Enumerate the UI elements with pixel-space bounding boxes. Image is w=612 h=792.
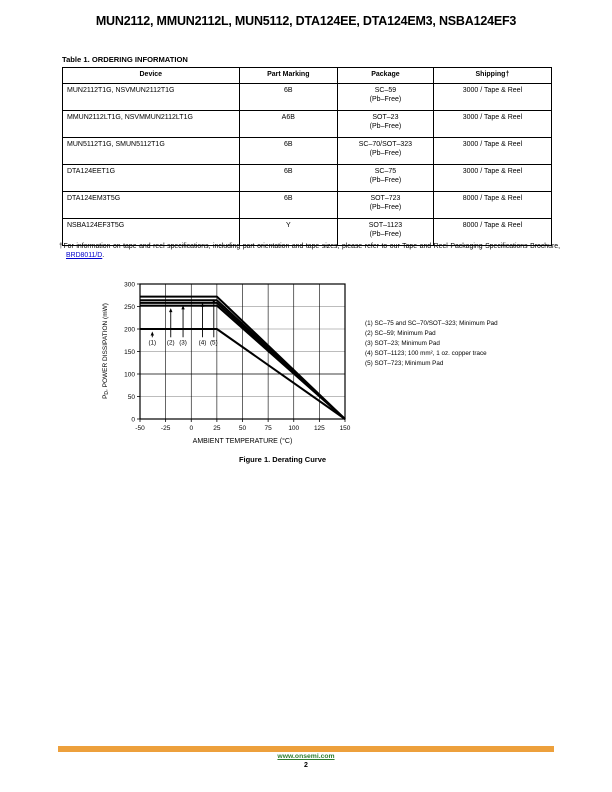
part-marking-cell: 6B: [239, 192, 337, 219]
package-cell: [338, 192, 434, 219]
package-name: SC–75: [374, 168, 397, 175]
svg-text:50: 50: [238, 425, 247, 432]
package-pbfree: (Pb–Free): [369, 230, 402, 238]
package-cell: [338, 111, 434, 138]
svg-text:25: 25: [213, 425, 221, 432]
onsemi-link[interactable]: www.onsemi.com: [277, 753, 335, 760]
table-row: [63, 138, 552, 165]
part-marking-cell: 6B: [239, 165, 337, 192]
y-axis-label: $P_D$, POWER DISSIPATION (mW): [102, 303, 111, 399]
svg-text:75: 75: [264, 425, 272, 432]
brd8011-link[interactable]: BRD8011/D: [66, 251, 103, 259]
page-title: MUN2112, MMUN2112L, MUN5112, DTA124EE, DTA124EM3, NSBA124EF3: [95, 14, 517, 28]
table-header-row: [63, 68, 552, 84]
footnote-text: †For information on tape and reel specifications, including part orientation and tape sizes, please refer to our Tape and Reel Packaging Specifications Brochure,: [59, 243, 560, 250]
package-pbfree: (Pb–Free): [369, 149, 402, 157]
figure-caption: Figure 1. Derating Curve: [238, 455, 327, 464]
package-pbfree: (Pb–Free): [369, 95, 402, 103]
tape-reel-footnote: [59, 243, 560, 260]
svg-text:100: 100: [124, 371, 135, 379]
svg-text:100: 100: [288, 425, 300, 432]
page-number: 2: [304, 762, 308, 769]
svg-text:(5): (5): [209, 339, 218, 347]
legend-item: (1) SC–75 and SC–70/SOT–323; Minimum Pad: [365, 320, 498, 327]
ordering-information-table: [62, 67, 552, 246]
svg-text:125: 125: [313, 425, 325, 432]
shipping-cell: 3000 / Tape & Reel: [433, 111, 551, 138]
device-cell: DTA124EET1G: [63, 165, 240, 192]
package-name: SC–59: [374, 87, 397, 94]
package-cell: [338, 84, 434, 111]
svg-text:(4): (4): [198, 339, 207, 347]
package-cell: [338, 219, 434, 246]
footnote-period: .: [102, 251, 105, 259]
svg-text:300: 300: [124, 281, 135, 289]
package-name: SC–70/SOT–323: [358, 141, 413, 148]
shipping-cell: 8000 / Tape & Reel: [433, 192, 551, 219]
svg-text:250: 250: [124, 303, 135, 311]
x-axis-label: AMBIENT TEMPERATURE (°C): [192, 438, 293, 445]
column-header-part-marking: Part Marking: [239, 68, 337, 84]
shipping-cell: 3000 / Tape & Reel: [433, 84, 551, 111]
legend-item: (2) SC–59; Minimum Pad: [365, 330, 436, 337]
svg-text:200: 200: [124, 326, 135, 334]
table-row: [63, 192, 552, 219]
package-pbfree: (Pb–Free): [369, 122, 402, 130]
column-header-device: Device: [63, 68, 240, 84]
package-pbfree: (Pb–Free): [369, 203, 402, 211]
device-cell: MUN5112T1G, SMUN5112T1G: [63, 138, 240, 165]
footer-website: [0, 753, 612, 760]
package-pbfree: (Pb–Free): [369, 176, 402, 184]
part-marking-cell: 6B: [239, 84, 337, 111]
part-marking-cell: A6B: [239, 111, 337, 138]
legend-item: (3) SOT–23; Minimum Pad: [365, 340, 440, 347]
svg-text:0: 0: [131, 416, 135, 424]
table-row: [63, 219, 552, 246]
chart-legend: [365, 319, 498, 369]
package-name: SOT–1123: [368, 222, 403, 229]
svg-text:(1): (1): [148, 339, 157, 347]
package-cell: [338, 165, 434, 192]
svg-text:150: 150: [339, 425, 351, 432]
svg-text:-50: -50: [135, 425, 145, 432]
table-row: [63, 165, 552, 192]
device-cell: MMUN2112LT1G, NSVMMUN2112LT1G: [63, 111, 240, 138]
device-cell: DTA124EM3T5G: [63, 192, 240, 219]
part-marking-cell: Y: [239, 219, 337, 246]
table-row: [63, 84, 552, 111]
package-name: SOT–23: [372, 114, 399, 121]
svg-text:-25: -25: [160, 425, 171, 432]
shipping-cell: 8000 / Tape & Reel: [433, 219, 551, 246]
svg-text:150: 150: [124, 348, 135, 356]
legend-item: (4) SOT–1123; 100 mm², 1 oz. copper trace: [365, 350, 487, 357]
package-name: SOT–723: [370, 195, 401, 202]
svg-text:(2): (2): [166, 339, 175, 347]
legend-item: (5) SOT–723; Minimum Pad: [365, 360, 444, 367]
table-row: [63, 111, 552, 138]
device-cell: MUN2112T1G, NSVMUN2112T1G: [63, 84, 240, 111]
shipping-cell: 3000 / Tape & Reel: [433, 138, 551, 165]
footer-divider-bar: [58, 746, 554, 752]
svg-text:50: 50: [127, 393, 135, 401]
package-cell: [338, 138, 434, 165]
table-caption: Table 1. ORDERING INFORMATION: [62, 55, 188, 64]
part-marking-cell: 6B: [239, 138, 337, 165]
derating-curve-chart: [95, 272, 375, 436]
column-header-package: Package: [338, 68, 434, 84]
device-cell: NSBA124EF3T5G: [63, 219, 240, 246]
shipping-cell: 3000 / Tape & Reel: [433, 165, 551, 192]
svg-text:(3): (3): [179, 339, 187, 347]
column-header-shipping: Shipping†: [433, 68, 551, 84]
derating-curve-figure: [95, 272, 585, 472]
svg-text:0: 0: [189, 425, 194, 432]
